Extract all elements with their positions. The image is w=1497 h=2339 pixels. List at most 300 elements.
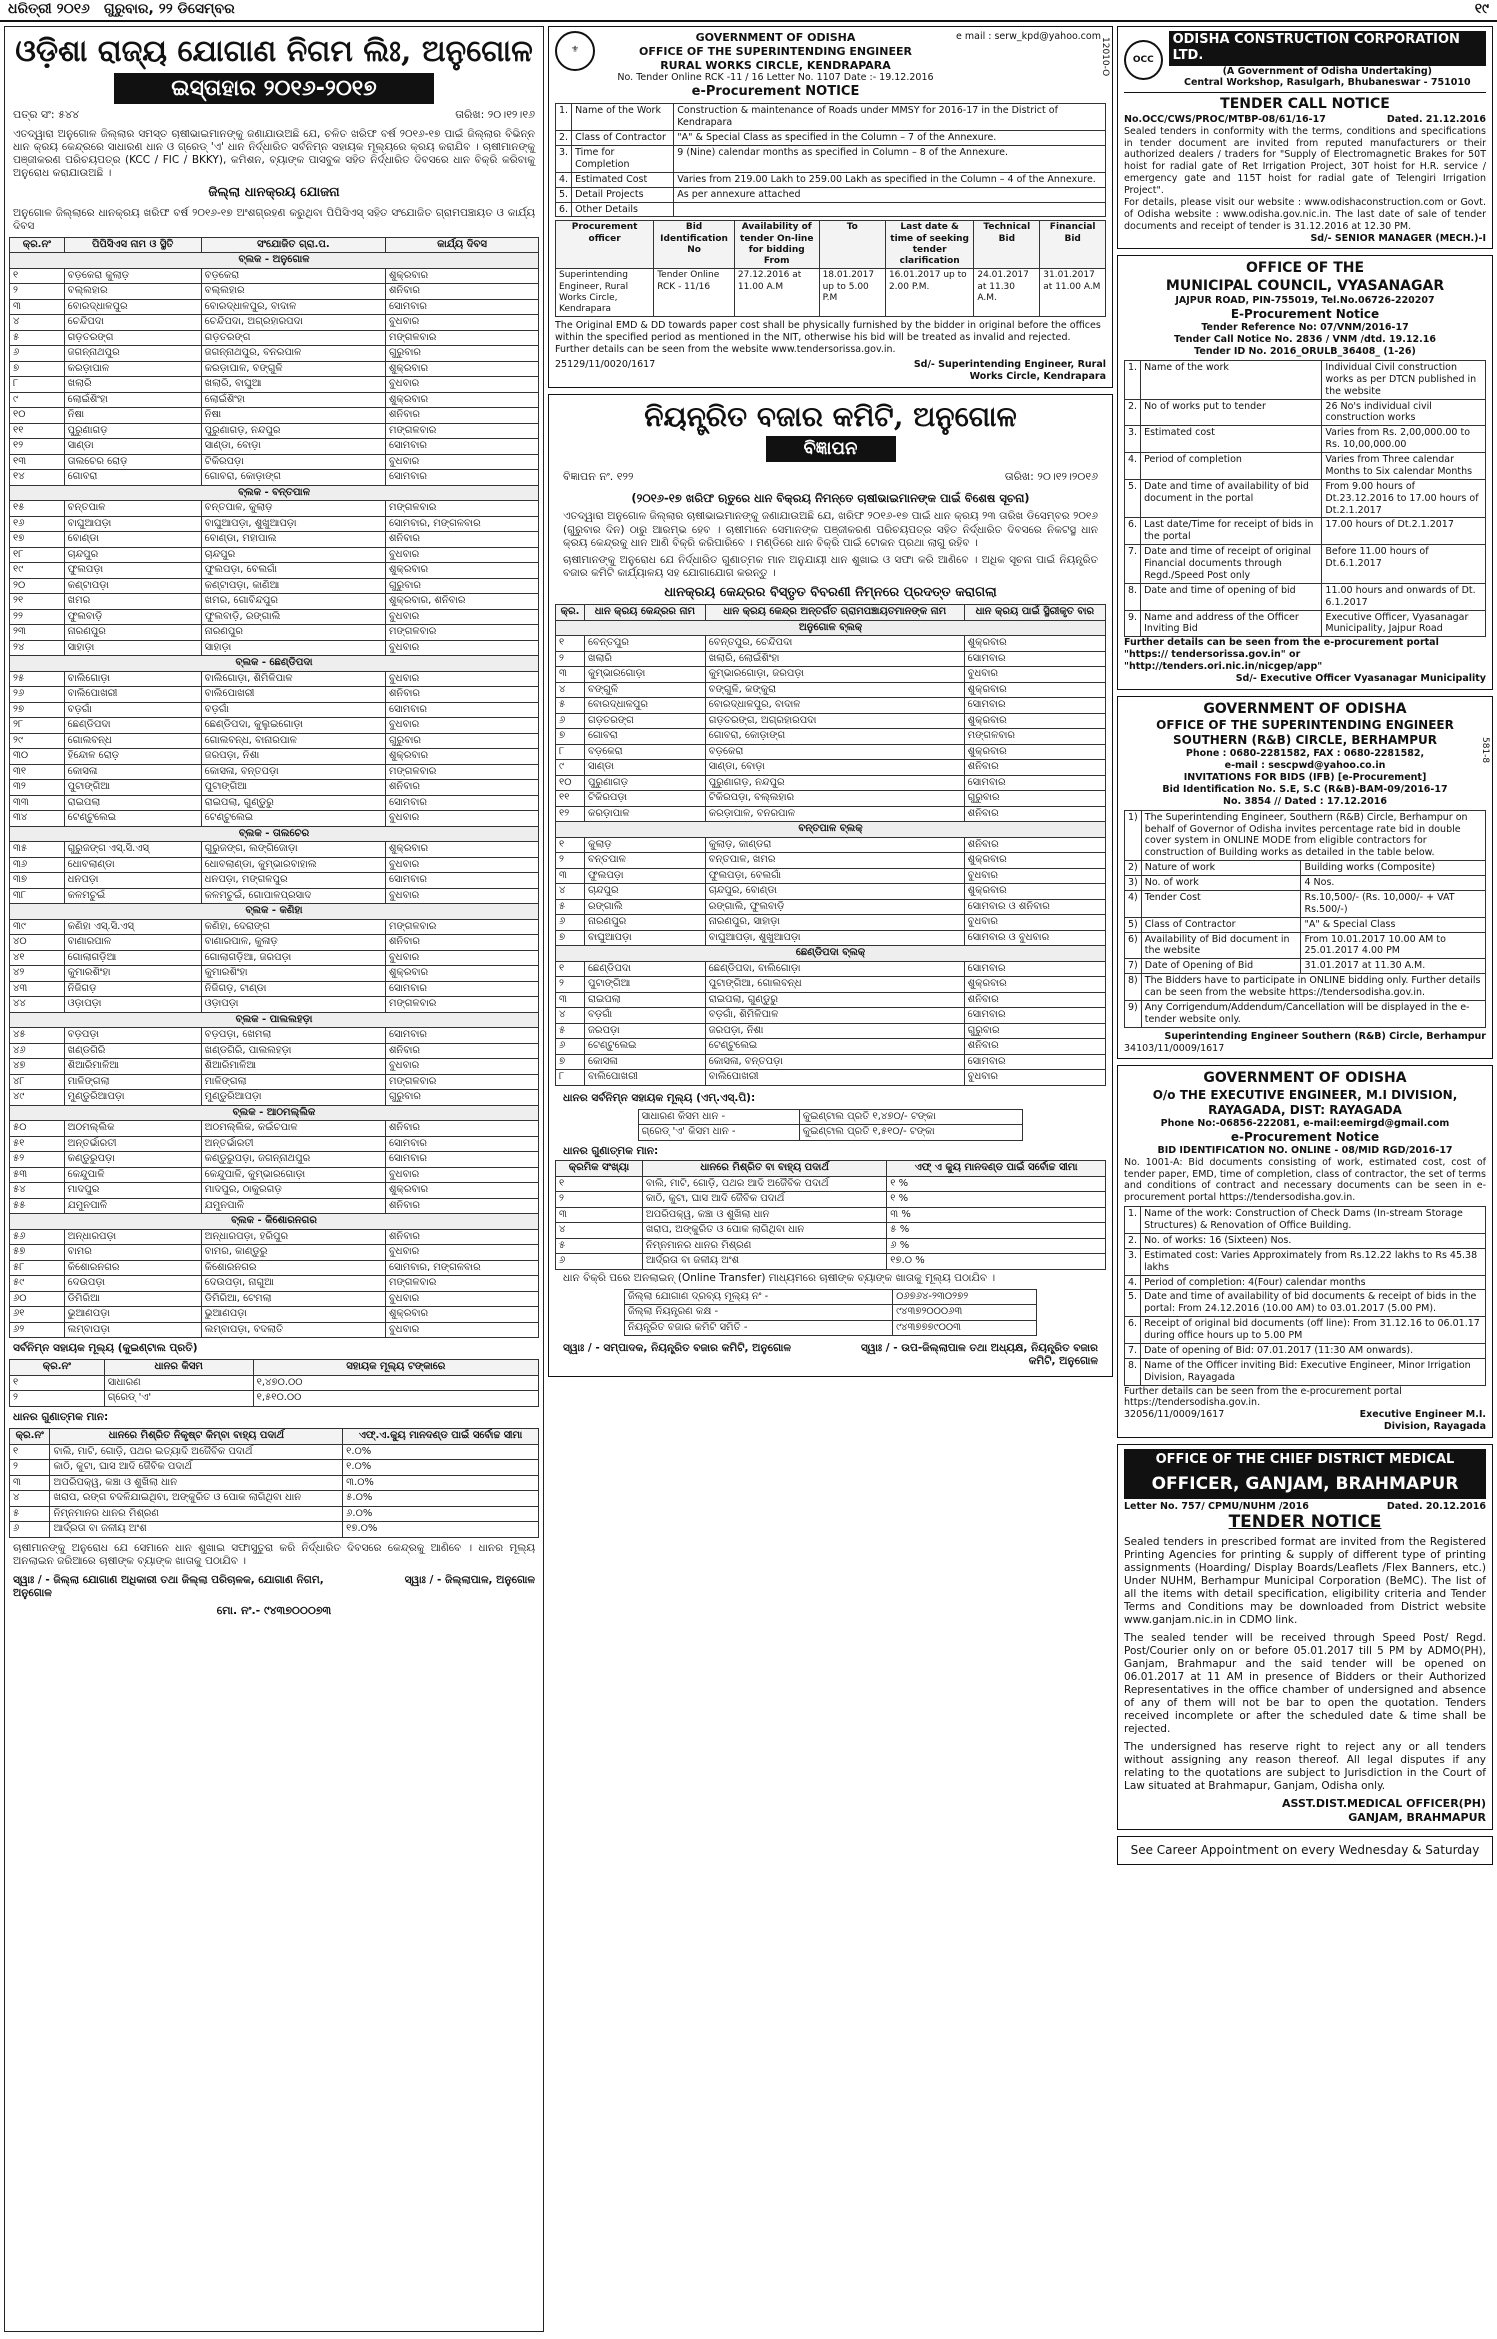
- table-cell: ବୁଧବାର: [385, 1322, 538, 1338]
- rwd-office: OFFICE OF THE SUPERINTENDING ENGINEER: [639, 44, 912, 58]
- table-cell: ବୁଧବାର: [385, 950, 538, 966]
- block-heading-row: [10, 485, 539, 501]
- table-cell: ୩ %: [887, 1207, 1106, 1223]
- table-cell: ଗଡ଼ତରଙ୍ଗ, ଅଗ୍ରହାରପଦା: [705, 713, 964, 729]
- rwd-email: e mail : serw_kpd@yahoo.com: [956, 31, 1101, 42]
- table-row: [1125, 876, 1486, 891]
- table-cell: ଶୁକ୍ରବାର: [964, 636, 1105, 652]
- table-row: [10, 1198, 539, 1214]
- osc-table-wrap: [5, 235, 543, 1341]
- table-row: [10, 1043, 539, 1059]
- table-cell: ବୁଧବାର: [385, 718, 538, 734]
- table-header-cell: To: [819, 221, 885, 269]
- table-row: [10, 268, 539, 284]
- nk-contacts-body: [624, 1289, 1036, 1336]
- osc-subtitle: ଇସ୍ତାହାର ୨୦୧୬-୨୦୧୭: [114, 73, 434, 105]
- table-cell: ଶୁକ୍ରବାର: [385, 842, 538, 858]
- table-cell: ଜରପଡ଼ା: [585, 1023, 706, 1039]
- berh-no: No. 3854 // Dated : 17.12.2016: [1223, 795, 1387, 807]
- career-footer: See Career Appointment on every Wednesday & Saturday: [1117, 1836, 1493, 1865]
- table-cell: ଶନିବାର: [964, 806, 1105, 822]
- table-cell: ମଙ୍ଗଳବାର: [385, 997, 538, 1013]
- block-heading: ବ୍ଲକ - ଛେଣ୍ଡିପଦା: [10, 656, 539, 672]
- table-cell: Name of the work: Construction of Check Dams (In-stream Storage Structures) & Renovation of Office Building.: [1141, 1207, 1486, 1234]
- table-row: [556, 744, 1106, 760]
- table-cell: ୫୦: [10, 1121, 65, 1137]
- vyas-h1: OFFICE OF THE: [1245, 260, 1365, 277]
- table-row: [556, 651, 1106, 667]
- table-row: [10, 1491, 539, 1507]
- table-cell: ଶନିବାର: [385, 532, 538, 548]
- table-cell: ସାଣ୍ଡା: [64, 439, 201, 455]
- table-cell: ମାଳିଙ୍ଗଲା: [201, 1074, 385, 1090]
- table-cell: ଧନପଡ଼ା: [64, 873, 201, 889]
- table-cell: ମଙ୍ଗଳବାର: [385, 423, 538, 439]
- table-cell: 24.01.2017 at 11.30 A.M.: [974, 269, 1040, 317]
- table-row: [10, 1522, 539, 1538]
- table-cell: ବୋରଦ୍ଧାଳପୁର: [585, 698, 706, 714]
- table-cell: 3.: [1125, 1248, 1141, 1275]
- osc-msp-wrap: [5, 1357, 543, 1409]
- table-cell: ୬: [556, 713, 585, 729]
- table-cell: As per annexure attached: [674, 187, 1106, 202]
- table-cell: ବାଲିପୋଖରୀ: [705, 1070, 964, 1086]
- cdmo-p1: Sealed tenders in prescribed format are invited from the Registered Printing Agencies for printing & supply of different type of printing assignments (Hoarding/ Display Boards/Leaflets /Flex Banners, etc.) Under NUHM, Berhampur Municipal Corporation (BeMC). The list of all the items with detail specification, eligibility criteria and Tender Terms and Conditions may be downloaded from District website www.ganjam.nic.in in CDMO link.: [1124, 1535, 1486, 1627]
- table-cell: ଧୋବଲାଣ୍ଡା: [64, 857, 201, 873]
- table-cell: Date and time of opening of bid: [1141, 583, 1322, 610]
- table-cell: Superintending Engineer, Rural Works Circle, Kendrapara: [556, 269, 654, 317]
- table-row: [10, 1291, 539, 1307]
- table-row: [10, 1391, 539, 1407]
- osc-title: ଓଡ଼ିଶା ରାଜ୍ୟ ଯୋଗାଣ ନିଗମ ଲିଃ, ଅନୁଗୋଳ: [15, 34, 533, 69]
- table-cell: ୫୪: [10, 1183, 65, 1199]
- table-cell: କଳମଚୁଇଁ: [64, 888, 201, 904]
- table-cell: ଖରାପ, ଅଙ୍କୁରିତ ଓ ପୋକ ଲାଗିଥିବା ଧାନ: [642, 1223, 886, 1239]
- table-cell: ଟେଣ୍ଟୁଲେଇ: [585, 1039, 706, 1055]
- block-heading-row: [556, 620, 1106, 636]
- table-cell: ବେନ୍ତପୁର: [585, 636, 706, 652]
- osc-msp-intro: ସର୍ବନିମ୍ନ ସହାୟକ ମୂଲ୍ୟ (କୁଇଣ୍ଟାଲ ପ୍ରତି): [13, 1342, 198, 1355]
- table-cell: ୨: [556, 853, 585, 869]
- table-cell: 4.: [1125, 453, 1141, 480]
- occl-web: For details, please visit our website : www.odishaconstruction.com or Govt. of Odisha website : www.odisha.gov.nic.in. The last date of sale of tender documents and receipt of tender is 31.12.2016 at 12.30 PM.: [1124, 196, 1486, 232]
- table-cell: ବୋରଦ୍ଧାଳପୁର, ବାଦାଳ: [201, 299, 385, 315]
- occl-logo-icon: OCC: [1124, 40, 1163, 80]
- table-cell: Date of Opening of Bid: [1141, 959, 1301, 974]
- table-row: [10, 454, 539, 470]
- table-cell: ବଡ଼ପଡ଼ା, ଖେମଲା: [201, 1028, 385, 1044]
- table-cell: ୪: [556, 1223, 643, 1239]
- nk-meta: [555, 466, 1106, 488]
- table-cell: ଗୁରୁବାର: [385, 733, 538, 749]
- table-cell: ସୋମବାର: [964, 651, 1105, 667]
- table-row: [10, 1121, 539, 1137]
- table-cell: ବେନ୍ତପୁର, ଚେନ୍ଦିପଦା: [705, 636, 964, 652]
- table-cell: ଶନିବାର: [964, 992, 1105, 1008]
- ray-table-body: [1125, 1207, 1486, 1385]
- table-cell: ବଡ଼ଗାଁ, ଶିମିଳିପାଳ: [705, 1008, 964, 1024]
- table-cell: ରାଇପଲା, ଗୁଣ୍ଡୁରୁ: [201, 795, 385, 811]
- table-cell: 3.: [556, 146, 572, 173]
- table-cell: ଗୋଲବନ୍ଧ, ବାନାରପାଳ: [201, 733, 385, 749]
- table-cell: ସାଣ୍ଡା: [585, 760, 706, 776]
- table-cell: ବୁଧବାର: [385, 811, 538, 827]
- table-cell: 4.: [1125, 1275, 1141, 1290]
- table-cell: 9 (Nine) calendar months as specified in Column – 8 of the Annexure.: [674, 146, 1106, 173]
- table-cell: ରଙ୍ଗାଲି, ଫୁଲବାଡ଼ି: [705, 899, 964, 915]
- table-cell: ଫୁଲପଡ଼ା: [585, 868, 706, 884]
- table-row: [10, 1322, 539, 1338]
- table-cell: ୧: [556, 636, 585, 652]
- ray-bid: BID IDENTIFICATION NO. ONLINE - 08/MID RGD/2016-17: [1157, 1144, 1453, 1156]
- block-heading: ବ୍ଲକ - ଅନୁଗୋଳ: [10, 253, 539, 269]
- table-cell: ୨: [556, 651, 585, 667]
- table-cell: 16.01.2017 up to 2.00 P.M.: [885, 269, 973, 317]
- table-cell: ଶୁକ୍ରବାର: [385, 1183, 538, 1199]
- table-cell: କରଡ଼ାପାଳ: [64, 361, 201, 377]
- table-cell: ନିଜିଗଡ଼: [64, 981, 201, 997]
- table-cell: 2.: [1125, 399, 1141, 426]
- berh-office: OFFICE OF THE SUPERINTENDING ENGINEER: [1156, 718, 1454, 733]
- table-cell: ୫୧: [10, 1136, 65, 1152]
- table-cell: 4 Nos.: [1301, 876, 1486, 891]
- table-row: [10, 625, 539, 641]
- table-cell: ଅପରିପକ୍ୱ, କଞ୍ଚା ଓ ଶୁଖିଲା ଧାନ: [642, 1207, 886, 1223]
- cdmo-p3: The undersigned has reserve right to reject any or all tenders without assigning any reason thereof. All legal disputes if any relating to the quotations are subject to Jurisdiction in the Court of Law situated at Brahmapur, Ganjam, Odisha only.: [1124, 1740, 1486, 1792]
- table-cell: ବୁଧବାର: [385, 609, 538, 625]
- cdmo-heading: TENDER NOTICE: [1228, 1512, 1382, 1533]
- cdmo-ref-row: [1124, 1501, 1486, 1513]
- table-cell: ୧୩: [10, 454, 65, 470]
- table-cell: Building works (Composite): [1301, 861, 1486, 876]
- table-row: [1125, 1317, 1486, 1344]
- table-cell: ପୁରୁଣାଗଡ଼, ନନ୍ଦପୁର: [705, 775, 964, 791]
- table-cell: କୁମ୍ଭାରଗୋଡ଼ା, ଜରପଡ଼ା: [705, 667, 964, 683]
- table-cell: ଶନିବାର: [385, 935, 538, 951]
- table-cell: ୩: [10, 299, 65, 315]
- table-cell: ଶିଆରିମାଳିଆ: [64, 1059, 201, 1075]
- table-cell: ସୋମବାର: [385, 299, 538, 315]
- rwd-schedule-table: [555, 220, 1106, 317]
- table-row: [10, 966, 539, 982]
- table-row: [556, 899, 1106, 915]
- table-cell: ସୋମବାର: [385, 1028, 538, 1044]
- table-row: [556, 791, 1106, 807]
- table-row: [10, 1444, 539, 1460]
- table-cell: ୯: [10, 392, 65, 408]
- table-row: [556, 146, 1106, 173]
- table-cell: 1): [1125, 810, 1142, 861]
- osc-table-header: [10, 237, 539, 253]
- ray-bottom: [1124, 1409, 1486, 1433]
- table-cell: ଗୋବରା, କୋଡ଼ାଙ୍ଗ: [201, 470, 385, 486]
- table-row: [638, 1125, 1023, 1141]
- table-cell: ୪: [556, 884, 585, 900]
- table-cell: ବୁଧବାର: [385, 1291, 538, 1307]
- table-cell: ୬: [10, 1522, 50, 1538]
- table-cell: ସାହାଡ଼ା: [64, 640, 201, 656]
- table-cell: ସୋମବାର: [385, 981, 538, 997]
- rwd-tender-no: No. Tender Online RCK -11 / 16 Letter No. 1107 Date :- 19.12.2016: [617, 72, 934, 84]
- table-cell: Executive Officer, Vyasanagar Municipality, Jajpur Road: [1322, 610, 1486, 637]
- table-row: [556, 636, 1106, 652]
- berh-ifb: INVITATIONS FOR BIDS (IFB) [e-Procurement]: [1183, 772, 1427, 783]
- table-row: [10, 687, 539, 703]
- table-row: [10, 702, 539, 718]
- table-cell: 2.: [556, 131, 572, 146]
- nk-table-header: [556, 605, 1106, 621]
- table-cell: ଲମ୍ବାପଡ଼ା: [64, 1322, 201, 1338]
- table-header-cell: Availability of tender On-line for bidding From: [734, 221, 819, 269]
- table-cell: କେନ୍ଦୁପାଳି: [64, 1167, 201, 1183]
- table-row: [10, 811, 539, 827]
- vyas-addr: JAJPUR ROAD, PIN-755019, Tel.No.06726-220207: [1175, 295, 1435, 307]
- table-cell: ବନ୍ତପାଳ, ଖମର: [705, 853, 964, 869]
- table-cell: ୪: [556, 682, 585, 698]
- table-row: [556, 837, 1106, 853]
- table-row: [10, 640, 539, 656]
- table-cell: ୧: [10, 1375, 105, 1391]
- table-cell: ୫୯: [10, 1276, 65, 1292]
- table-cell: 3): [1125, 876, 1142, 891]
- osc-signatures: [5, 1570, 543, 1604]
- table-cell: ୪୭: [10, 1059, 65, 1075]
- table-cell: ୨: [556, 977, 585, 993]
- occl-body: Sealed tenders in conformity with the terms, conditions and specifications in tender document are invited from reputed manufacturers or their authorized dealers / traders for "Supply of Electromagnetic Brakes for 50T hoist for radial gate of Ret Irrigation Project, 30T hoist for H.R. service / emergency gate and 115T hoist for radial gate of Telengiri Irrigation Project".: [1124, 125, 1486, 196]
- table-cell: ବଡ଼କେରା: [705, 744, 964, 760]
- table-header-cell: କ୍ର.: [556, 605, 585, 621]
- table-row: [1125, 399, 1486, 426]
- table-cell: କିଶୋରନଗର: [64, 1260, 201, 1276]
- table-row: [1125, 360, 1486, 399]
- table-cell: ଫୁଲପଡ଼ା: [64, 563, 201, 579]
- table-cell: 1.: [1125, 360, 1141, 399]
- berh-email: e-mail : sescpwd@yahoo.co.in: [1224, 760, 1386, 772]
- table-row: [556, 698, 1106, 714]
- block-heading: ଅନୁଗୋଳ ବ୍ଲକ୍: [556, 620, 1106, 636]
- table-cell: ୨: [10, 1391, 105, 1407]
- table-cell: Receipt of original bid documents (off line): From 31.12.16 to 06.01.17 during office hours up to 5.00 PM: [1141, 1317, 1486, 1344]
- table-cell: ୧.୦%: [343, 1460, 539, 1476]
- berh-table: [1124, 810, 1486, 1028]
- table-cell: ବୋରଦ୍ଧାଳପୁର: [64, 299, 201, 315]
- osc-meta: [5, 104, 543, 126]
- nk-ref: ବିଜ୍ଞାପନ ନଂ. ୧୨୨: [563, 470, 634, 484]
- table-row: [624, 1289, 1036, 1305]
- table-cell: ୪: [10, 315, 65, 331]
- ray-sign: Executive Engineer M.I. Division, Rayagada: [1359, 1409, 1486, 1433]
- table-cell: କେନ୍ଦୁପାଳି, କୁମ୍ଭାରଗୋଡ଼ା: [201, 1167, 385, 1183]
- table-row: [556, 992, 1106, 1008]
- table-row: [10, 609, 539, 625]
- table-cell: ଗୋବରା: [64, 470, 201, 486]
- table-cell: Tender Online RCK - 11/16: [654, 269, 735, 317]
- table-cell: ୩: [556, 1207, 643, 1223]
- table-cell: ବଙ୍ଗୁଳି: [585, 682, 706, 698]
- table-cell: ବଲ୍ଲହାର: [64, 284, 201, 300]
- table-cell: Estimated cost: [1141, 426, 1322, 453]
- table-cell: କାଠି, କୁଟା, ଘାସ ଆଦି ଜୈବିକ ପଦାର୍ଥ: [642, 1192, 886, 1208]
- table-cell: ୩: [556, 868, 585, 884]
- table-cell: 2): [1125, 861, 1142, 876]
- table-cell: ଶନିବାର: [385, 780, 538, 796]
- table-cell: ୧ %: [887, 1176, 1106, 1192]
- table-cell: 26 No's individual civil construction works: [1322, 399, 1486, 426]
- berh-bid: Bid Identification No. S.E, S.C (R&B)-BAM-09/2016-17: [1162, 783, 1448, 795]
- table-row: [10, 423, 539, 439]
- table-cell: କରଡ଼ାପାଳ, ବନରପାଳ: [705, 806, 964, 822]
- odisha-emblem-icon: ⚜: [555, 31, 595, 71]
- table-row: [10, 1260, 539, 1276]
- table-cell: No of works put to tender: [1141, 399, 1322, 426]
- table-cell: ବୋଣ୍ଡା: [64, 532, 201, 548]
- table-cell: କୁଇଣ୍ଟାଲ ପ୍ରତି ୧,୫୧୦/- ଟଙ୍କା: [799, 1125, 1023, 1141]
- block-heading-row: [10, 904, 539, 920]
- table-cell: ପୁରୁଣାଗଡ଼, ନନ୍ଦପୁର: [201, 423, 385, 439]
- table-cell: 6.: [1125, 518, 1141, 545]
- nk-msp-heading: ଧାନର ସର୍ବନିମ୍ନ ସହାୟକ ମୂଲ୍ୟ (ଏମ୍.ଏସ୍.ପି):: [563, 1091, 756, 1104]
- table-cell: ଧୋବଲାଣ୍ଡା, କୁମ୍ଭାରବାହାଲ: [201, 857, 385, 873]
- table-cell: ନିମ୍ନମାନର ଧାନର ମିଶ୍ରଣ: [642, 1238, 886, 1254]
- table-cell: 8): [1125, 974, 1142, 1001]
- table-cell: ଗୁରୁବାର: [964, 791, 1105, 807]
- table-row: [10, 1028, 539, 1044]
- table-cell: ବାଣାରପାଳ: [64, 935, 201, 951]
- table-cell: 27.12.2016 at 11.00 A.M: [734, 269, 819, 317]
- cdmo-p2: The sealed tender will be received through Speed Post/ Regd. Post/Courier only on or before 05.01.2017 till 5 PM by ADMO(PH), Ganjam, Brahmapur and the said tender will be opened on 06.01.2017 at 11 AM in presence of Bidders or their Authorized Representatives in the office chamber of undersigned and absence of any of them will not be bar to open the quotation. Tenders received incomplete or after the scheduled date & time shall be rejected.: [1124, 1631, 1486, 1736]
- table-cell: ଗୋଲାଗଡ଼ିଆ, ଜରପଡ଼ା: [201, 950, 385, 966]
- table-row: [556, 853, 1106, 869]
- table-cell: ବୁଧବାର: [964, 667, 1105, 683]
- table-cell: ଯମୁନପାଳି: [201, 1198, 385, 1214]
- table-cell: ଲମ୍ବାପଡ଼ା, ବଦଲାତି: [201, 1322, 385, 1338]
- block-heading: ବ୍ଲକ - କିଶୋରନଗର: [10, 1214, 539, 1230]
- table-cell: ବୁଧବାର: [385, 1167, 538, 1183]
- vyas-items-body: [1125, 360, 1486, 636]
- table-cell: କାଠି, କୁଟା, ଘାସ ଆଦି ଜୈବିକ ପଦାର୍ଥ: [50, 1460, 343, 1476]
- table-cell: ଶନିବାର: [385, 1198, 538, 1214]
- block-heading-row: [10, 656, 539, 672]
- table-cell: Construction & maintenance of Roads under MMSY for 2016-17 in the District of Kendrapara: [674, 104, 1106, 131]
- table-cell: From 10.01.2017 10.00 AM to 25.01.2017 4.00 PM: [1301, 932, 1486, 959]
- table-cell: ଯମୁନପାଳି: [64, 1198, 201, 1214]
- table-cell: ମୁଣ୍ଡୁରିଆପଡ଼ା: [201, 1090, 385, 1106]
- table-cell: From 9.00 hours of Dt.23.12.2016 to 17.00 hours of Dt.2.1.2017: [1322, 479, 1486, 518]
- table-row: [556, 806, 1106, 822]
- table-cell: 5.: [1125, 1290, 1141, 1317]
- table-cell: କୁମ୍ଭାରଗୋଡ଼ା: [585, 667, 706, 683]
- table-cell: ମଙ୍ଗଳବାର: [385, 330, 538, 346]
- table-cell: 31.01.2017 at 11.00 A.M: [1040, 269, 1106, 317]
- table-row: [638, 1109, 1023, 1125]
- table-cell: ଅପରିପକ୍ୱ, କଞ୍ଚା ଓ ଶୁଖିଲା ଧାନ: [50, 1475, 343, 1491]
- table-cell: Class of Contractor: [1141, 917, 1301, 932]
- occl-ref: No.OCC/CWS/PROC/MTBP-08/61/16-17: [1124, 113, 1326, 125]
- table-cell: ୩: [556, 992, 585, 1008]
- table-row: [1125, 1207, 1486, 1234]
- rwd-side-code: 12010-O: [1100, 37, 1110, 77]
- table-cell: Name of the work: [1141, 360, 1322, 399]
- table-cell: ବନ୍ତପାଳ: [64, 501, 201, 517]
- berh-sign: Superintending Engineer Southern (R&B) Circle, Berhampur: [1164, 1030, 1486, 1042]
- table-cell: ଫୁଲପଡ଼ା, ବେଲଗାଁ: [201, 563, 385, 579]
- table-row: [556, 1054, 1106, 1070]
- occl-name: ODISHA CONSTRUCTION CORPORATION LTD.: [1169, 31, 1486, 66]
- block-heading: ବ୍ଲକ - କଣିହା: [10, 904, 539, 920]
- table-row: [10, 764, 539, 780]
- table-cell: ଗୁରୁବାର: [385, 346, 538, 362]
- table-cell: ସୋମବାର ଓ ଶନିବାର: [964, 899, 1105, 915]
- table-cell: ଖମର: [64, 594, 201, 610]
- table-cell: ନିୟନ୍ତ୍ରିତ ବଜାର କମିଟି ସମିତି -: [624, 1320, 892, 1336]
- table-cell: 8.: [1125, 1358, 1141, 1385]
- ray-code: 32056/11/0009/1617: [1124, 1409, 1225, 1421]
- table-row: [556, 1176, 1106, 1192]
- table-cell: ମୁଣ୍ଡୁରିଆପଡ଼ା: [64, 1090, 201, 1106]
- table-cell: Name of the Work: [572, 104, 674, 131]
- table-cell: ୮: [10, 377, 65, 393]
- osc-scheme-heading: ଜିଲ୍ଲା ଧାନକ୍ରୟ ଯୋଜନା: [208, 185, 340, 201]
- table-row: [10, 408, 539, 424]
- table-cell: ୩୩: [10, 795, 65, 811]
- rwd-items-table: [555, 103, 1106, 217]
- table-cell: 3.: [1125, 426, 1141, 453]
- table-cell: ୪୬: [10, 1043, 65, 1059]
- nk-online: ଧାନ ବିକ୍ରି ପରେ ଅନଲାଇନ୍ (Online Transfer) ମାଧ୍ୟମରେ ଚାଷୀଙ୍କ ବ୍ୟାଙ୍କ ଖାତାକୁ ମୂଲ୍ୟ ପଠାଯିବ ।: [563, 1271, 996, 1284]
- table-cell: ୩୯: [10, 919, 65, 935]
- table-cell: ଶୁକ୍ରବାର: [385, 1307, 538, 1323]
- osc-sign-left: ସ୍ୱାଃ / - ଜିଲ୍ଲା ଯୋଗାଣ ଅଧିକାରୀ ତଥା ଜିଲ୍ଲା ପରିଚାଳକ, ଯୋଗାଣ ନିଗମ, ଅନୁଗୋଳ: [13, 1573, 324, 1599]
- table-cell: ସୋମବାର: [964, 698, 1105, 714]
- table-cell: ଗୋବରା, କୋଡ଼ାଙ୍ଗ: [705, 729, 964, 745]
- table-row: [556, 930, 1106, 946]
- table-cell: Name and address of the Officer Inviting Bid: [1141, 610, 1322, 637]
- rwd-code: 25129/11/0020/1617: [555, 359, 656, 370]
- table-cell: ବଲ୍ଲହାର: [201, 284, 385, 300]
- table-header-cell: Procurement officer: [556, 221, 654, 269]
- page-masthead: [0, 0, 1497, 22]
- table-cell: ପୁଟାଙ୍ଗିଆ, ଗୋଲବନ୍ଧ: [705, 977, 964, 993]
- table-row: [10, 594, 539, 610]
- table-cell: 1.: [1125, 1207, 1141, 1234]
- osc-date: ତାରିଖ: ୨୦।୧୨।୧୬: [455, 108, 535, 121]
- table-cell: ୭: [556, 729, 585, 745]
- table-cell: Detail Projects: [572, 187, 674, 202]
- table-cell: ବୁଧବାର: [385, 1059, 538, 1075]
- table-row: [556, 667, 1106, 683]
- table-row: [10, 1167, 539, 1183]
- osc-quality-wrap: [5, 1426, 543, 1540]
- table-cell: 2.: [1125, 1233, 1141, 1248]
- table-cell: ୧: [10, 1444, 50, 1460]
- table-cell: ଫୁଲବାଡ଼ି: [64, 609, 201, 625]
- table-cell: କିଶୋରନଗର: [201, 1260, 385, 1276]
- table-cell: ୧୭.୦%: [343, 1522, 539, 1538]
- table-cell: 8.: [1125, 583, 1141, 610]
- table-cell: ସୋମବାର: [385, 439, 538, 455]
- table-cell: କଳମଚୁଇଁ, ଗୋପାଳପ୍ରସାଦ: [201, 888, 385, 904]
- table-cell: ୬: [556, 1039, 585, 1055]
- table-cell: ସୋମବାର: [385, 795, 538, 811]
- nk-advertisement: [548, 394, 1113, 1378]
- table-cell: ୨୪: [10, 640, 65, 656]
- table-cell: Period of completion: 4(Four) calendar months: [1141, 1275, 1486, 1290]
- table-cell: ବୁଧବାର: [385, 377, 538, 393]
- table-cell: ଭୁଆଣପଡ଼ା: [201, 1307, 385, 1323]
- table-row: [556, 977, 1106, 993]
- table-cell: ୫୮: [10, 1260, 65, 1276]
- table-row: [10, 1229, 539, 1245]
